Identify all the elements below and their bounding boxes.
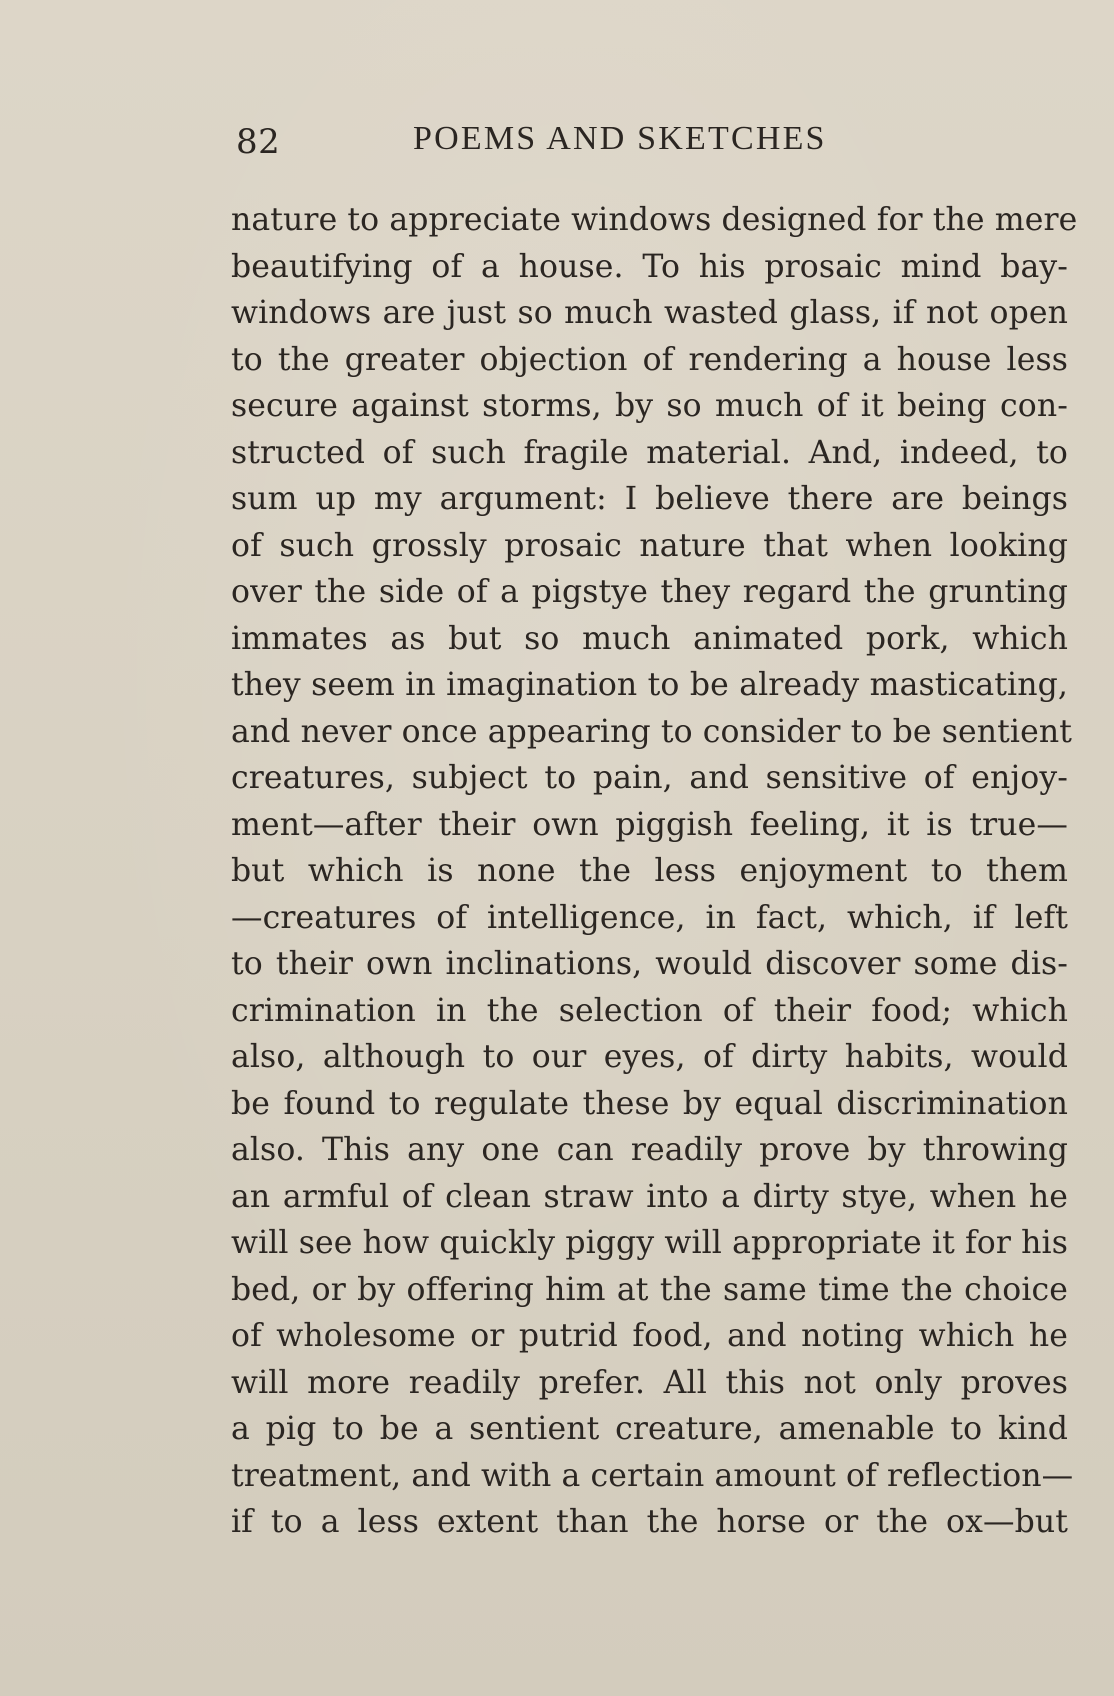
text-line: windows are just so much wasted glass, if not open xyxy=(231,295,1068,331)
text-line: of such grossly prosaic nature that when looking xyxy=(231,527,1068,564)
running-head-title: POEMS AND SKETCHES xyxy=(413,120,827,157)
text-line: will see how quickly piggy will appropriate it for his xyxy=(231,1225,1068,1261)
text-line: to the greater objection of rendering a house less xyxy=(231,341,1068,378)
text-line: also, although to our eyes, of dirty habits, would xyxy=(231,1039,1068,1075)
text-line: to their own inclinations, would discover some dis- xyxy=(231,946,1068,982)
text-line: over the side of a pigstye they regard the grunting xyxy=(231,574,1068,610)
text-line: of wholesome or putrid food, and noting which he xyxy=(231,1318,1068,1354)
text-line: nature to appreciate windows designed for the mere xyxy=(231,202,1078,238)
text-line: will more readily prefer. All this not only proves xyxy=(231,1364,1068,1401)
body-text xyxy=(231,197,1078,1546)
text-line: beautifying of a house. To his prosaic mind bay- xyxy=(231,248,1068,285)
text-line: they seem in imagination to be already masticating, xyxy=(231,667,1068,703)
text-line: —creatures of intelligence, in fact, which, if left xyxy=(231,899,1068,936)
text-line: but which is none the less enjoyment to them xyxy=(231,853,1068,889)
text-line: an armful of clean straw into a dirty stye, when he xyxy=(231,1178,1068,1215)
text-line: and never once appearing to consider to be sentient xyxy=(231,713,1072,750)
text-line: treatment, and with a certain amount of reflection— xyxy=(231,1457,1074,1494)
text-line: a pig to be a sentient creature, amenable to kind xyxy=(231,1411,1068,1447)
text-line: immates as but so much animated pork, which xyxy=(231,620,1068,657)
text-line: creatures, subject to pain, and sensitive of enjoy- xyxy=(231,760,1068,796)
text-line: ment—after their own piggish feeling, it is true— xyxy=(231,806,1068,843)
page-number: 82 xyxy=(236,122,281,162)
text-line: crimination in the selection of their food; which xyxy=(231,992,1068,1029)
text-line: bed, or by offering him at the same time the choice xyxy=(231,1271,1068,1308)
text-line: sum up my argument: I believe there are beings xyxy=(231,481,1068,517)
text-line: be found to regulate these by equal discrimination xyxy=(231,1085,1068,1122)
text-line: structed of such fragile material. And, indeed, to xyxy=(231,434,1068,471)
text-line: if to a less extent than the horse or the ox—but xyxy=(231,1504,1068,1540)
page-header xyxy=(236,120,896,176)
text-line: also. This any one can readily prove by throwing xyxy=(231,1132,1068,1168)
text-line: secure against storms, by so much of it being con- xyxy=(231,388,1068,424)
